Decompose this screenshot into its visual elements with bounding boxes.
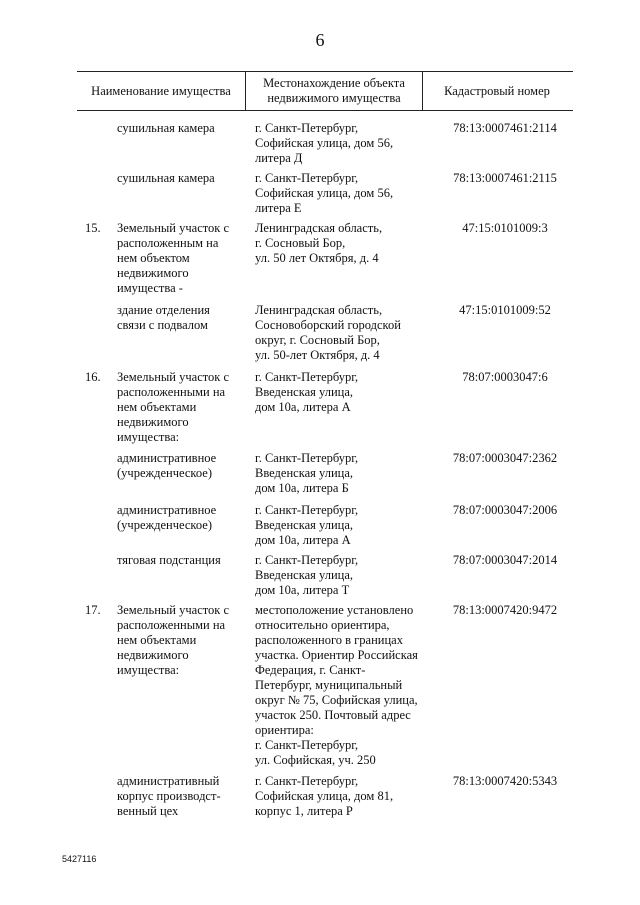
cadastral-number: 78:07:0003047:6 (462, 370, 548, 384)
property-location: Ленинградская область, Сосновоборский городской округ, г. Сосновый Бор, ул. 50-лет Октября, д. 4 (255, 303, 401, 362)
cadastral-number: 78:13:0007461:2115 (453, 171, 557, 185)
property-name: Земельный участок с расположенными на нем объектами недвижимого имущества: (117, 370, 230, 444)
cadastral-number: 78:07:0003047:2014 (452, 553, 558, 567)
property-name: административное (учрежденческое) (117, 451, 217, 480)
property-name: сушильная камера (117, 121, 215, 135)
row-number: 15. (85, 221, 101, 235)
cadastral-number: 47:15:0101009:3 (462, 221, 548, 235)
property-name: административное (учрежденческое) (117, 503, 217, 532)
property-name: Земельный участок с расположенными на нем объектами недвижимого имущества: (117, 603, 230, 677)
property-location: г. Санкт-Петербург, Введенская улица, дом 10а, литера А (255, 370, 359, 414)
cadastral-number: 78:13:0007420:9472 (452, 603, 558, 617)
property-name: здание отделения связи с подвалом (117, 303, 210, 332)
property-name: сушильная камера (117, 171, 215, 185)
cadastral-number: 78:07:0003047:2362 (452, 451, 558, 465)
property-name: тяговая подстанция (117, 553, 221, 567)
header-property-name: Наименование имущества (91, 83, 231, 98)
cadastral-number: 47:15:0101009:52 (459, 303, 551, 317)
cadastral-number: 78:07:0003047:2006 (452, 503, 558, 517)
page-number: 6 (315, 30, 325, 50)
footer-code: 5427116 (62, 854, 97, 864)
property-location: г. Санкт-Петербург, Введенская улица, дом 10а, литера Т (255, 553, 359, 597)
property-location: Ленинградская область, г. Сосновый Бор, ул. 50 лет Октября, д. 4 (255, 221, 383, 265)
property-location: г. Санкт-Петербург, Софийская улица, дом 56, литера Е (255, 171, 394, 215)
header-location: Местонахождение объекта недвижимого имущества (245, 72, 423, 110)
property-location: г. Санкт-Петербург, Софийская улица, дом 56, литера Д (255, 121, 394, 165)
header-cadastral-number: Кадастровый номер (444, 83, 550, 98)
property-location: г. Санкт-Петербург, Введенская улица, дом 10а, литера Б (255, 451, 359, 495)
property-location: г. Санкт-Петербург, Софийская улица, дом 81, корпус 1, литера Р (255, 774, 394, 818)
cadastral-number: 78:13:0007461:2114 (453, 121, 557, 135)
row-number: 17. (85, 603, 101, 617)
property-name: административный корпус производст- венный цех (117, 774, 221, 818)
property-name: Земельный участок с расположенным на нем объектом недвижимого имущества - (117, 221, 230, 295)
property-location: г. Санкт-Петербург, Введенская улица, дом 10а, литера А (255, 503, 359, 547)
property-location: местоположение установлено относительно ориентира, расположенного в границах участка. Ориентир Российская Федерация, г. Санкт- Петербург, муниципальный округ № 75, Софийская улица, участок 250. Почтовый адрес ориентира: г. Санкт-Петербург, ул. Софийская, уч. 250 (255, 603, 418, 767)
cadastral-number: 78:13:0007420:5343 (452, 774, 558, 788)
row-number: 16. (85, 370, 101, 384)
table-header (77, 71, 573, 111)
